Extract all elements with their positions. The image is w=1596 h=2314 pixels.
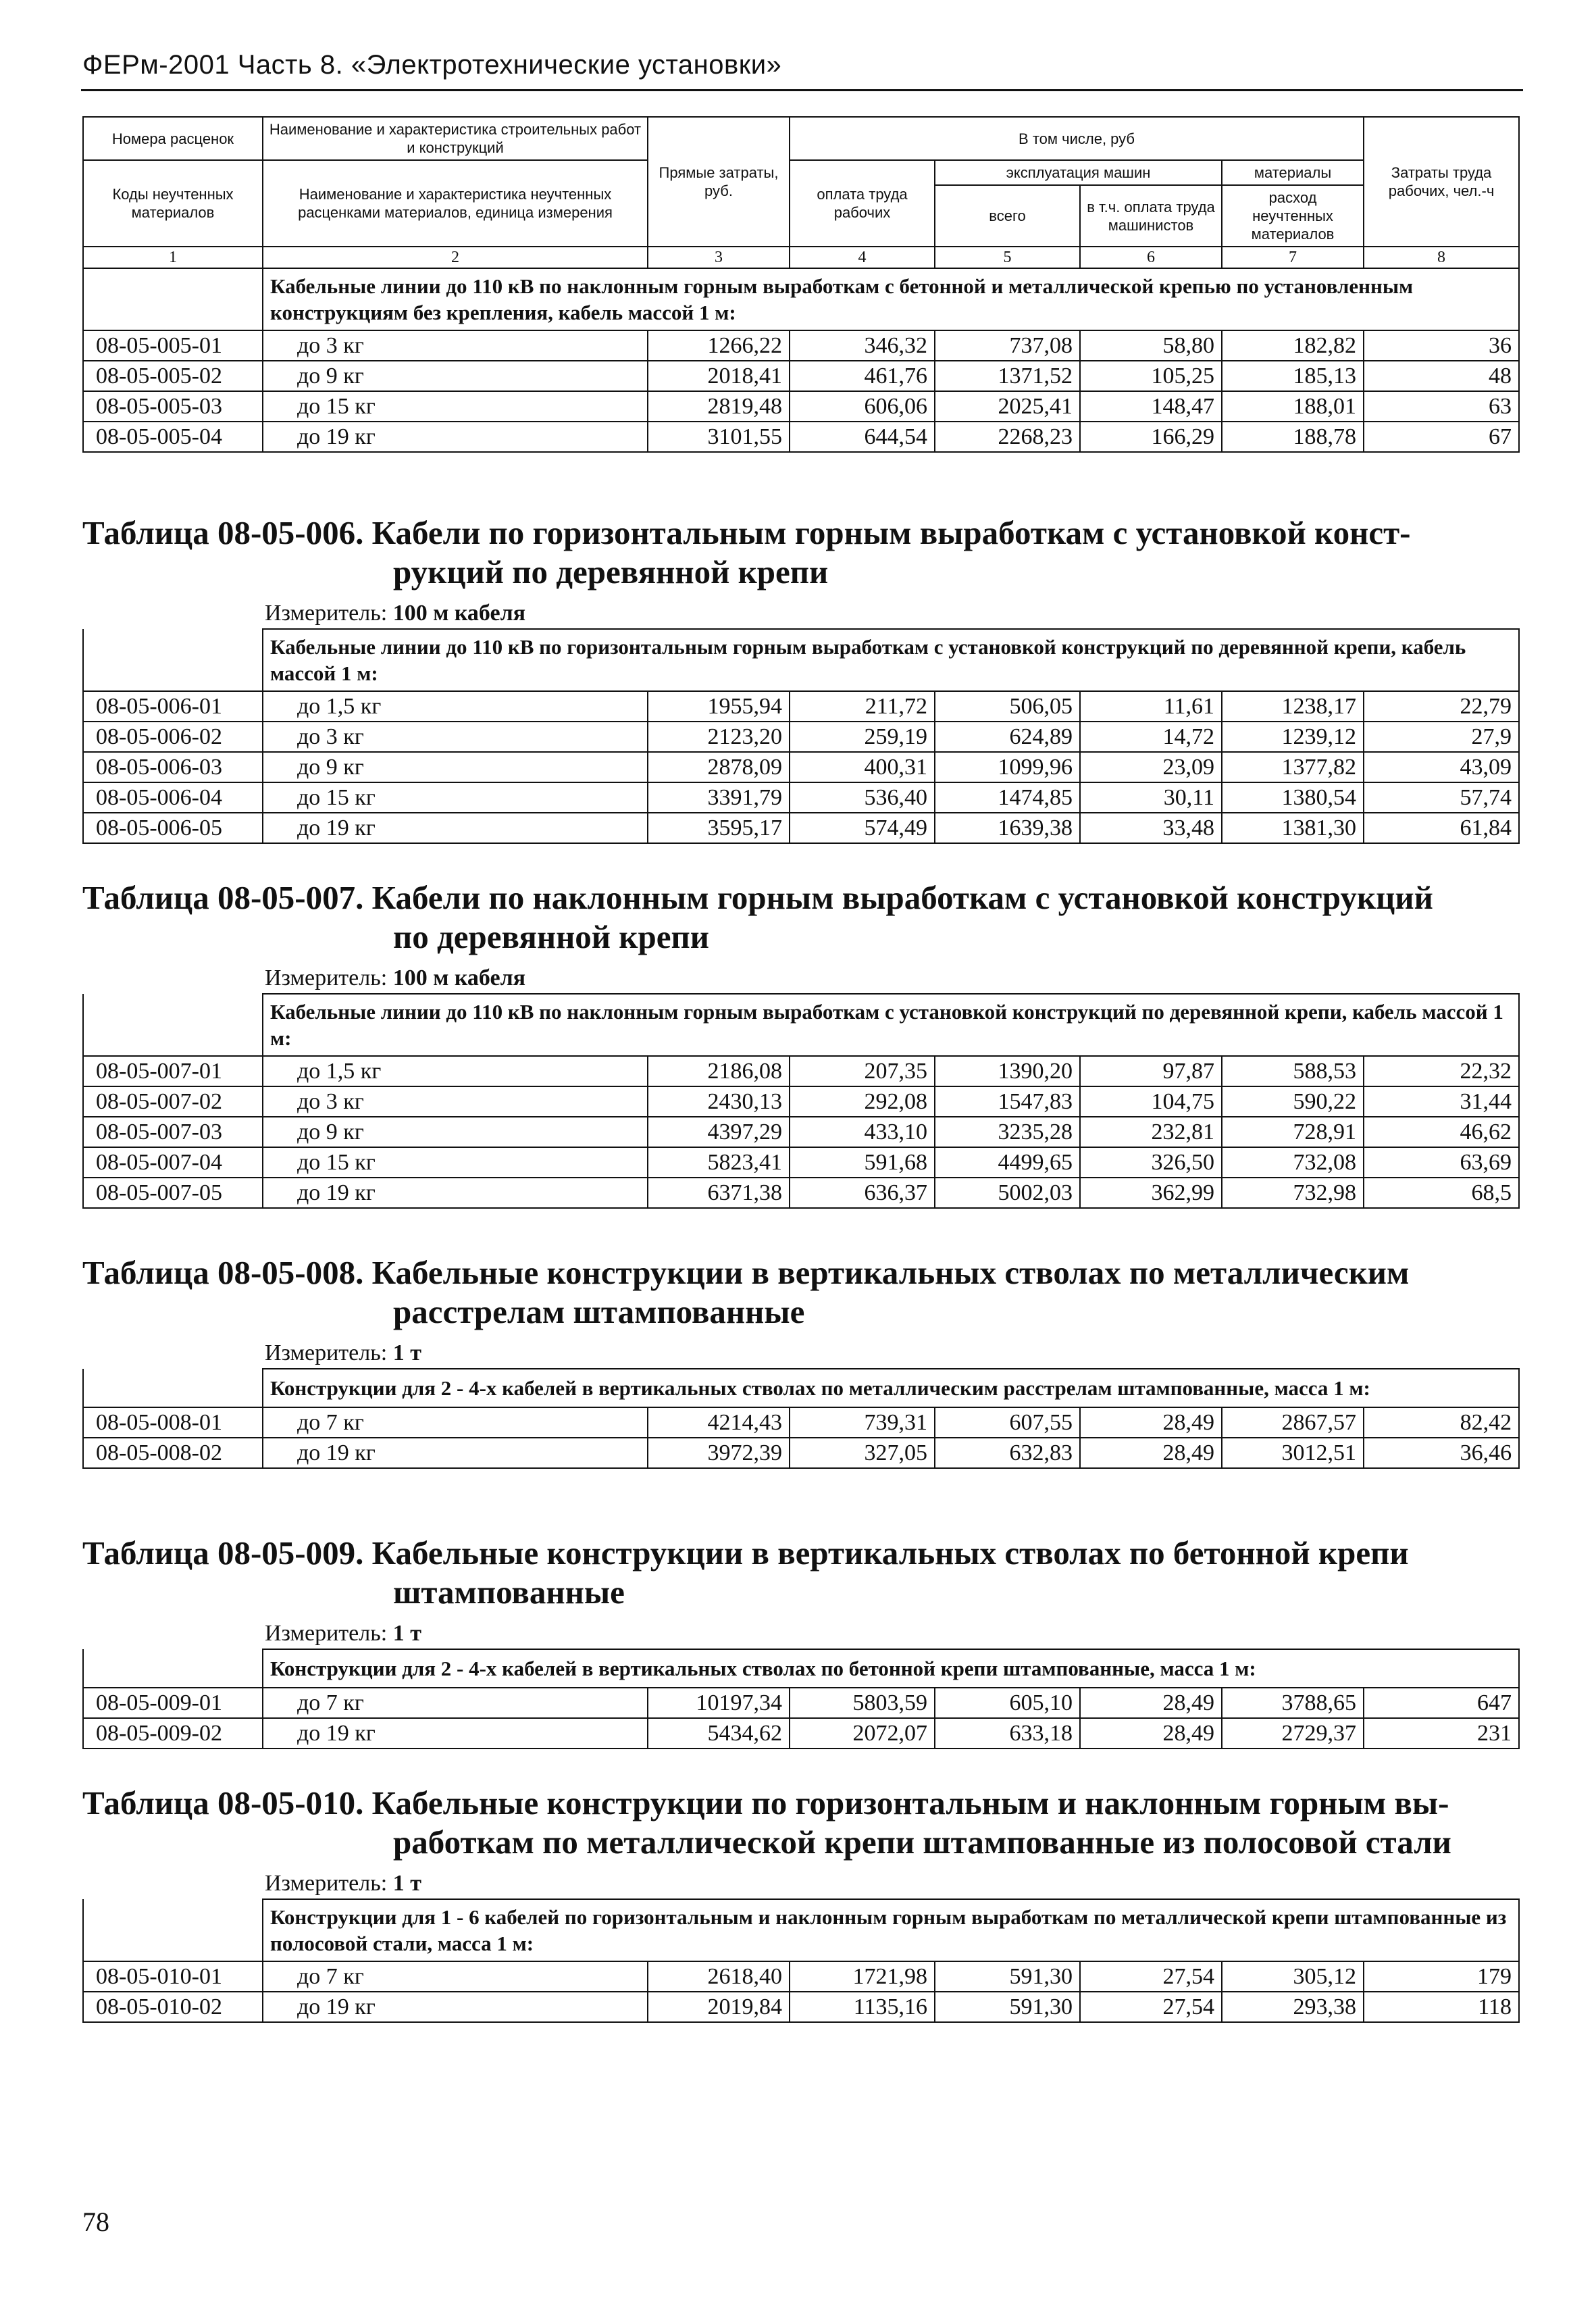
- cell-labor-pay: 259,19: [790, 722, 935, 752]
- col-header-materials-consumption: расход неучтенных материалов: [1222, 185, 1364, 247]
- table-title-line-2: рукций по деревянной крепи: [393, 553, 829, 590]
- page-number: 78: [82, 2207, 109, 2237]
- cell-direct-costs: 1955,94: [648, 691, 790, 722]
- measure-value: 1 т: [392, 1340, 421, 1365]
- cell-work-name: до 15 кг: [263, 1147, 648, 1178]
- cell-labor-pay: 574,49: [790, 813, 935, 843]
- cell-work-name: до 19 кг: [263, 422, 648, 452]
- table-row: [83, 1117, 1519, 1147]
- table-measure: [265, 599, 1518, 628]
- cell-labor-hours: 48: [1364, 361, 1519, 391]
- col-header-labor-pay: оплата труда рабочих: [790, 160, 935, 247]
- cell-materials: 1381,30: [1222, 813, 1364, 843]
- cell-direct-costs: 1266,22: [648, 330, 790, 361]
- cell-labor-pay: 292,08: [790, 1086, 935, 1117]
- cell-rate-code: 08-05-006-03: [83, 752, 263, 782]
- group-row: [83, 268, 1519, 330]
- table-measure: [265, 1338, 1518, 1368]
- table-row: [83, 361, 1519, 391]
- cell-direct-costs: 2430,13: [648, 1086, 790, 1117]
- cell-labor-pay: 591,68: [790, 1147, 935, 1178]
- cell-direct-costs: 3595,17: [648, 813, 790, 843]
- cell-machinists-pay: 33,48: [1080, 813, 1222, 843]
- cell-direct-costs: 2019,84: [648, 1992, 790, 2022]
- cell-work-name: до 15 кг: [263, 391, 648, 422]
- rates-table: [82, 1649, 1520, 1749]
- cell-direct-costs: 2186,08: [648, 1056, 790, 1086]
- cell-materials: 588,53: [1222, 1056, 1364, 1086]
- table-row: [83, 1438, 1519, 1468]
- cell-rate-code: 08-05-008-02: [83, 1438, 263, 1468]
- cell-direct-costs: 2123,20: [648, 722, 790, 752]
- table-row: [83, 1178, 1519, 1208]
- cell-labor-hours: 22,32: [1364, 1056, 1519, 1086]
- table-measure: [265, 1869, 1518, 1898]
- cell-work-name: до 9 кг: [263, 1117, 648, 1147]
- group-row: [83, 629, 1519, 691]
- cell-machinists-pay: 104,75: [1080, 1086, 1222, 1117]
- table-08-05-010-block: [82, 1784, 1518, 2023]
- table-title-line-1: Кабельные конструкции по горизонтальным и наклонным горным вы-: [371, 1784, 1449, 1821]
- group-row: [83, 994, 1519, 1056]
- group-description: Конструкции для 2 - 4-х кабелей в вертикальных стволах по бетонной крепи штампованные, масса 1 м:: [263, 1649, 1519, 1688]
- cell-labor-hours: 63: [1364, 391, 1519, 422]
- cell-labor-pay: 739,31: [790, 1407, 935, 1438]
- col-header-rate-numbers: Номера расценок: [83, 117, 263, 160]
- cell-machines-total: 624,89: [935, 722, 1080, 752]
- table-08-05-006-block: [82, 513, 1518, 844]
- cell-labor-pay: 606,06: [790, 391, 935, 422]
- group-description: Конструкции для 2 - 4-х кабелей в вертикальных стволах по металлическим расстрелам штампованные, масса 1 м:: [263, 1369, 1519, 1407]
- table-title-number: Таблица 08-05-008.: [82, 1254, 364, 1291]
- cell-rate-code: 08-05-006-04: [83, 782, 263, 813]
- column-number: 3: [648, 247, 790, 268]
- cell-labor-hours: 647: [1364, 1688, 1519, 1718]
- table-title-number: Таблица 08-05-006.: [82, 514, 364, 551]
- cell-machinists-pay: 27,54: [1080, 1961, 1222, 1992]
- cell-rate-code: 08-05-005-03: [83, 391, 263, 422]
- cell-direct-costs: 2618,40: [648, 1961, 790, 1992]
- cell-machinists-pay: 58,80: [1080, 330, 1222, 361]
- cell-machines-total: 3235,28: [935, 1117, 1080, 1147]
- cell-machinists-pay: 27,54: [1080, 1992, 1222, 2022]
- cell-work-name: до 3 кг: [263, 330, 648, 361]
- table-title: [82, 1784, 1518, 1862]
- cell-machinists-pay: 326,50: [1080, 1147, 1222, 1178]
- table-row: [83, 1961, 1519, 1992]
- cell-rate-code: 08-05-008-01: [83, 1407, 263, 1438]
- cell-direct-costs: 2819,48: [648, 391, 790, 422]
- table-row: [83, 330, 1519, 361]
- table-row: [83, 422, 1519, 452]
- cell-machines-total: 5002,03: [935, 1178, 1080, 1208]
- cell-labor-pay: 346,32: [790, 330, 935, 361]
- col-header-including: В том числе, руб: [790, 117, 1364, 160]
- cell-rate-code: 08-05-006-01: [83, 691, 263, 722]
- table-title-number: Таблица 08-05-009.: [82, 1534, 364, 1571]
- cell-direct-costs: 4397,29: [648, 1117, 790, 1147]
- cell-labor-hours: 179: [1364, 1961, 1519, 1992]
- cell-materials: 2729,37: [1222, 1718, 1364, 1749]
- measure-label: Измеритель:: [265, 1871, 388, 1896]
- cell-machines-total: 591,30: [935, 1961, 1080, 1992]
- cell-machinists-pay: 166,29: [1080, 422, 1222, 452]
- cell-direct-costs: 3391,79: [648, 782, 790, 813]
- col-header-machines-total: всего: [935, 185, 1080, 247]
- group-row: [83, 1649, 1519, 1688]
- cell-machinists-pay: 28,49: [1080, 1688, 1222, 1718]
- rates-table: [82, 628, 1520, 844]
- cell-machinists-pay: 28,49: [1080, 1407, 1222, 1438]
- table-measure: [265, 1619, 1518, 1649]
- group-spacer: [83, 1369, 263, 1407]
- cell-machines-total: 1547,83: [935, 1086, 1080, 1117]
- cell-rate-code: 08-05-007-04: [83, 1147, 263, 1178]
- column-number: 6: [1080, 247, 1222, 268]
- table-row: [83, 1086, 1519, 1117]
- table-title-line-2: работкам по металлической крепи штампованные из полосовой стали: [393, 1823, 1451, 1861]
- cell-machinists-pay: 30,11: [1080, 782, 1222, 813]
- table-title-line-1: Кабельные конструкции в вертикальных стволах по бетонной крепи: [371, 1534, 1409, 1571]
- col-header-work-name: Наименование и характеристика строительных работ и конструкций: [263, 117, 648, 160]
- cell-materials: 2867,57: [1222, 1407, 1364, 1438]
- cell-labor-pay: 536,40: [790, 782, 935, 813]
- group-spacer: [83, 1649, 263, 1688]
- cell-materials: 3012,51: [1222, 1438, 1364, 1468]
- cell-labor-hours: 36,46: [1364, 1438, 1519, 1468]
- cell-rate-code: 08-05-009-01: [83, 1688, 263, 1718]
- cell-machines-total: 1099,96: [935, 752, 1080, 782]
- cell-machines-total: 737,08: [935, 330, 1080, 361]
- cell-rate-code: 08-05-007-02: [83, 1086, 263, 1117]
- cell-rate-code: 08-05-007-03: [83, 1117, 263, 1147]
- cell-materials: 293,38: [1222, 1992, 1364, 2022]
- table-08-05-008-block: [82, 1253, 1518, 1469]
- group-spacer: [83, 268, 263, 330]
- cell-labor-hours: 46,62: [1364, 1117, 1519, 1147]
- table-measure: [265, 963, 1518, 993]
- cell-rate-code: 08-05-006-02: [83, 722, 263, 752]
- table-title-number: Таблица 08-05-007.: [82, 879, 364, 916]
- table-row: [83, 1992, 1519, 2022]
- cell-rate-code: 08-05-005-02: [83, 361, 263, 391]
- cell-work-name: до 7 кг: [263, 1407, 648, 1438]
- col-header-labor-cost: Затраты труда рабочих, чел.-ч: [1364, 117, 1519, 247]
- table-title-line-1: Кабели по наклонным горным выработкам с установкой конструкций: [371, 879, 1433, 916]
- table-row: [83, 752, 1519, 782]
- table-title-number: Таблица 08-05-010.: [82, 1784, 364, 1821]
- table-title-line-1: Кабельные конструкции в вертикальных стволах по металлическим: [371, 1254, 1410, 1291]
- cell-materials: 188,01: [1222, 391, 1364, 422]
- rates-table: [82, 1368, 1520, 1469]
- cell-machines-total: 1371,52: [935, 361, 1080, 391]
- cell-rate-code: 08-05-005-04: [83, 422, 263, 452]
- cell-machines-total: 632,83: [935, 1438, 1080, 1468]
- cell-labor-hours: 43,09: [1364, 752, 1519, 782]
- cell-machinists-pay: 97,87: [1080, 1056, 1222, 1086]
- table-title-line-1: Кабели по горизонтальным горным выработкам с установкой конст-: [371, 514, 1411, 551]
- cell-labor-pay: 644,54: [790, 422, 935, 452]
- cell-direct-costs: 2878,09: [648, 752, 790, 782]
- table-row: [83, 722, 1519, 752]
- cell-labor-pay: 207,35: [790, 1056, 935, 1086]
- column-number: 4: [790, 247, 935, 268]
- cell-machinists-pay: 232,81: [1080, 1117, 1222, 1147]
- cell-materials: 185,13: [1222, 361, 1364, 391]
- cell-direct-costs: 6371,38: [648, 1178, 790, 1208]
- cell-direct-costs: 5823,41: [648, 1147, 790, 1178]
- cell-labor-pay: 327,05: [790, 1438, 935, 1468]
- group-spacer: [83, 994, 263, 1056]
- cell-machines-total: 506,05: [935, 691, 1080, 722]
- cell-materials: 1377,82: [1222, 752, 1364, 782]
- cell-labor-hours: 22,79: [1364, 691, 1519, 722]
- table-row: [83, 1718, 1519, 1749]
- cell-work-name: до 15 кг: [263, 782, 648, 813]
- cell-labor-pay: 636,37: [790, 1178, 935, 1208]
- cell-machines-total: 1639,38: [935, 813, 1080, 843]
- cell-labor-hours: 118: [1364, 1992, 1519, 2022]
- col-header-material-codes: Коды неучтенных материалов: [83, 160, 263, 247]
- rates-table: [82, 993, 1520, 1209]
- cell-labor-hours: 61,84: [1364, 813, 1519, 843]
- cell-materials: 728,91: [1222, 1117, 1364, 1147]
- group-description: Кабельные линии до 110 кВ по наклонным горным выработкам с установкой конструкций по деревянной крепи, кабель массой 1 м:: [263, 994, 1519, 1056]
- cell-work-name: до 19 кг: [263, 813, 648, 843]
- measure-value: 1 т: [392, 1871, 421, 1896]
- measure-label: Измеритель:: [265, 1621, 388, 1646]
- col-header-machinists-pay: в т.ч. оплата труда машинистов: [1080, 185, 1222, 247]
- column-number: 1: [83, 247, 263, 268]
- cell-machines-total: 607,55: [935, 1407, 1080, 1438]
- cell-work-name: до 3 кг: [263, 1086, 648, 1117]
- cell-rate-code: 08-05-010-02: [83, 1992, 263, 2022]
- cell-machinists-pay: 362,99: [1080, 1178, 1222, 1208]
- table-row: [83, 391, 1519, 422]
- cell-materials: 188,78: [1222, 422, 1364, 452]
- cell-materials: 182,82: [1222, 330, 1364, 361]
- cell-machinists-pay: 28,49: [1080, 1718, 1222, 1749]
- group-description: Кабельные линии до 110 кВ по наклонным горным выработкам с бетонной и металлической крепью по установленным конструкциям без крепления, кабель массой 1 м:: [263, 268, 1519, 330]
- table-title: [82, 513, 1518, 592]
- cell-work-name: до 19 кг: [263, 1178, 648, 1208]
- table-title: [82, 1253, 1518, 1332]
- cell-labor-hours: 68,5: [1364, 1178, 1519, 1208]
- cell-machinists-pay: 23,09: [1080, 752, 1222, 782]
- cell-work-name: до 9 кг: [263, 361, 648, 391]
- cell-work-name: до 1,5 кг: [263, 691, 648, 722]
- table-row: [83, 1688, 1519, 1718]
- cell-machines-total: 591,30: [935, 1992, 1080, 2022]
- cell-rate-code: 08-05-005-01: [83, 330, 263, 361]
- column-numbers-row: [83, 247, 1519, 268]
- cell-direct-costs: 4214,43: [648, 1407, 790, 1438]
- cell-direct-costs: 3101,55: [648, 422, 790, 452]
- table-08-05-007-block: [82, 878, 1518, 1209]
- table-row: [83, 1407, 1519, 1438]
- column-header-table: [82, 116, 1520, 453]
- measure-value: 1 т: [392, 1621, 421, 1646]
- cell-labor-pay: 1721,98: [790, 1961, 935, 1992]
- cell-labor-pay: 1135,16: [790, 1992, 935, 2022]
- cell-rate-code: 08-05-006-05: [83, 813, 263, 843]
- cell-labor-pay: 5803,59: [790, 1688, 935, 1718]
- cell-labor-pay: 400,31: [790, 752, 935, 782]
- cell-direct-costs: 5434,62: [648, 1718, 790, 1749]
- cell-labor-pay: 461,76: [790, 361, 935, 391]
- group-description: Конструкции для 1 - 6 кабелей по горизонтальным и наклонным горным выработкам по металлической крепи штампованные из полосовой стали, масса 1 м:: [263, 1899, 1519, 1961]
- table-08-05-009-block: [82, 1534, 1518, 1749]
- cell-direct-costs: 3972,39: [648, 1438, 790, 1468]
- cell-rate-code: 08-05-007-05: [83, 1178, 263, 1208]
- cell-materials: 732,98: [1222, 1178, 1364, 1208]
- cell-work-name: до 19 кг: [263, 1992, 648, 2022]
- table-row: [83, 1056, 1519, 1086]
- measure-value: 100 м кабеля: [392, 965, 526, 990]
- table-title-line-2: штампованные: [393, 1574, 625, 1611]
- cell-labor-pay: 2072,07: [790, 1718, 935, 1749]
- column-number: 7: [1222, 247, 1364, 268]
- col-header-material-name: Наименование и характеристика неучтенных расценками материалов, единица измерения: [263, 160, 648, 247]
- cell-machinists-pay: 14,72: [1080, 722, 1222, 752]
- group-row: [83, 1369, 1519, 1407]
- cell-machinists-pay: 11,61: [1080, 691, 1222, 722]
- cell-materials: 305,12: [1222, 1961, 1364, 1992]
- table-row: [83, 691, 1519, 722]
- cell-machinists-pay: 148,47: [1080, 391, 1222, 422]
- rates-table: [82, 1898, 1520, 2023]
- table-row: [83, 782, 1519, 813]
- measure-label: Измеритель:: [265, 965, 388, 990]
- cell-machinists-pay: 28,49: [1080, 1438, 1222, 1468]
- table-row: [83, 813, 1519, 843]
- cell-labor-pay: 433,10: [790, 1117, 935, 1147]
- cell-work-name: до 7 кг: [263, 1688, 648, 1718]
- cell-machinists-pay: 105,25: [1080, 361, 1222, 391]
- group-spacer: [83, 629, 263, 691]
- page-header: ФЕРм-2001 Часть 8. «Электротехнические установки»: [82, 50, 782, 80]
- cell-labor-hours: 36: [1364, 330, 1519, 361]
- col-header-materials: материалы: [1222, 160, 1364, 185]
- col-header-direct-costs: Прямые затраты, руб.: [648, 117, 790, 247]
- cell-machines-total: 1474,85: [935, 782, 1080, 813]
- cell-materials: 1380,54: [1222, 782, 1364, 813]
- column-number: 8: [1364, 247, 1519, 268]
- cell-machines-total: 605,10: [935, 1688, 1080, 1718]
- cell-work-name: до 7 кг: [263, 1961, 648, 1992]
- cell-materials: 1238,17: [1222, 691, 1364, 722]
- cell-work-name: до 9 кг: [263, 752, 648, 782]
- group-row: [83, 1899, 1519, 1961]
- cell-work-name: до 1,5 кг: [263, 1056, 648, 1086]
- cell-labor-hours: 231: [1364, 1718, 1519, 1749]
- cell-rate-code: 08-05-009-02: [83, 1718, 263, 1749]
- cell-labor-pay: 211,72: [790, 691, 935, 722]
- cell-work-name: до 19 кг: [263, 1438, 648, 1468]
- cell-labor-hours: 31,44: [1364, 1086, 1519, 1117]
- table-08-05-005-block: [82, 116, 1518, 453]
- header-rule: [81, 89, 1523, 91]
- group-spacer: [83, 1899, 263, 1961]
- table-title-line-2: расстрелам штампованные: [393, 1293, 805, 1330]
- table-title-line-2: по деревянной крепи: [393, 918, 709, 955]
- cell-labor-hours: 57,74: [1364, 782, 1519, 813]
- cell-materials: 3788,65: [1222, 1688, 1364, 1718]
- cell-materials: 590,22: [1222, 1086, 1364, 1117]
- cell-machines-total: 4499,65: [935, 1147, 1080, 1178]
- cell-machines-total: 1390,20: [935, 1056, 1080, 1086]
- cell-direct-costs: 2018,41: [648, 361, 790, 391]
- cell-materials: 732,08: [1222, 1147, 1364, 1178]
- cell-work-name: до 19 кг: [263, 1718, 648, 1749]
- table-title: [82, 1534, 1518, 1612]
- col-header-machines: эксплуатация машин: [935, 160, 1222, 185]
- cell-rate-code: 08-05-007-01: [83, 1056, 263, 1086]
- table-title: [82, 878, 1518, 957]
- cell-machines-total: 2268,23: [935, 422, 1080, 452]
- cell-labor-hours: 27,9: [1364, 722, 1519, 752]
- measure-label: Измеритель:: [265, 601, 388, 626]
- cell-machines-total: 633,18: [935, 1718, 1080, 1749]
- cell-rate-code: 08-05-010-01: [83, 1961, 263, 1992]
- column-number: 2: [263, 247, 648, 268]
- cell-labor-hours: 82,42: [1364, 1407, 1519, 1438]
- cell-labor-hours: 67: [1364, 422, 1519, 452]
- cell-work-name: до 3 кг: [263, 722, 648, 752]
- cell-machines-total: 2025,41: [935, 391, 1080, 422]
- cell-direct-costs: 10197,34: [648, 1688, 790, 1718]
- measure-label: Измеритель:: [265, 1340, 388, 1365]
- cell-materials: 1239,12: [1222, 722, 1364, 752]
- table-row: [83, 1147, 1519, 1178]
- measure-value: 100 м кабеля: [392, 601, 526, 626]
- column-number: 5: [935, 247, 1080, 268]
- group-description: Кабельные линии до 110 кВ по горизонтальным горным выработкам с установкой конструкций по деревянной крепи, кабель массой 1 м:: [263, 629, 1519, 691]
- cell-labor-hours: 63,69: [1364, 1147, 1519, 1178]
